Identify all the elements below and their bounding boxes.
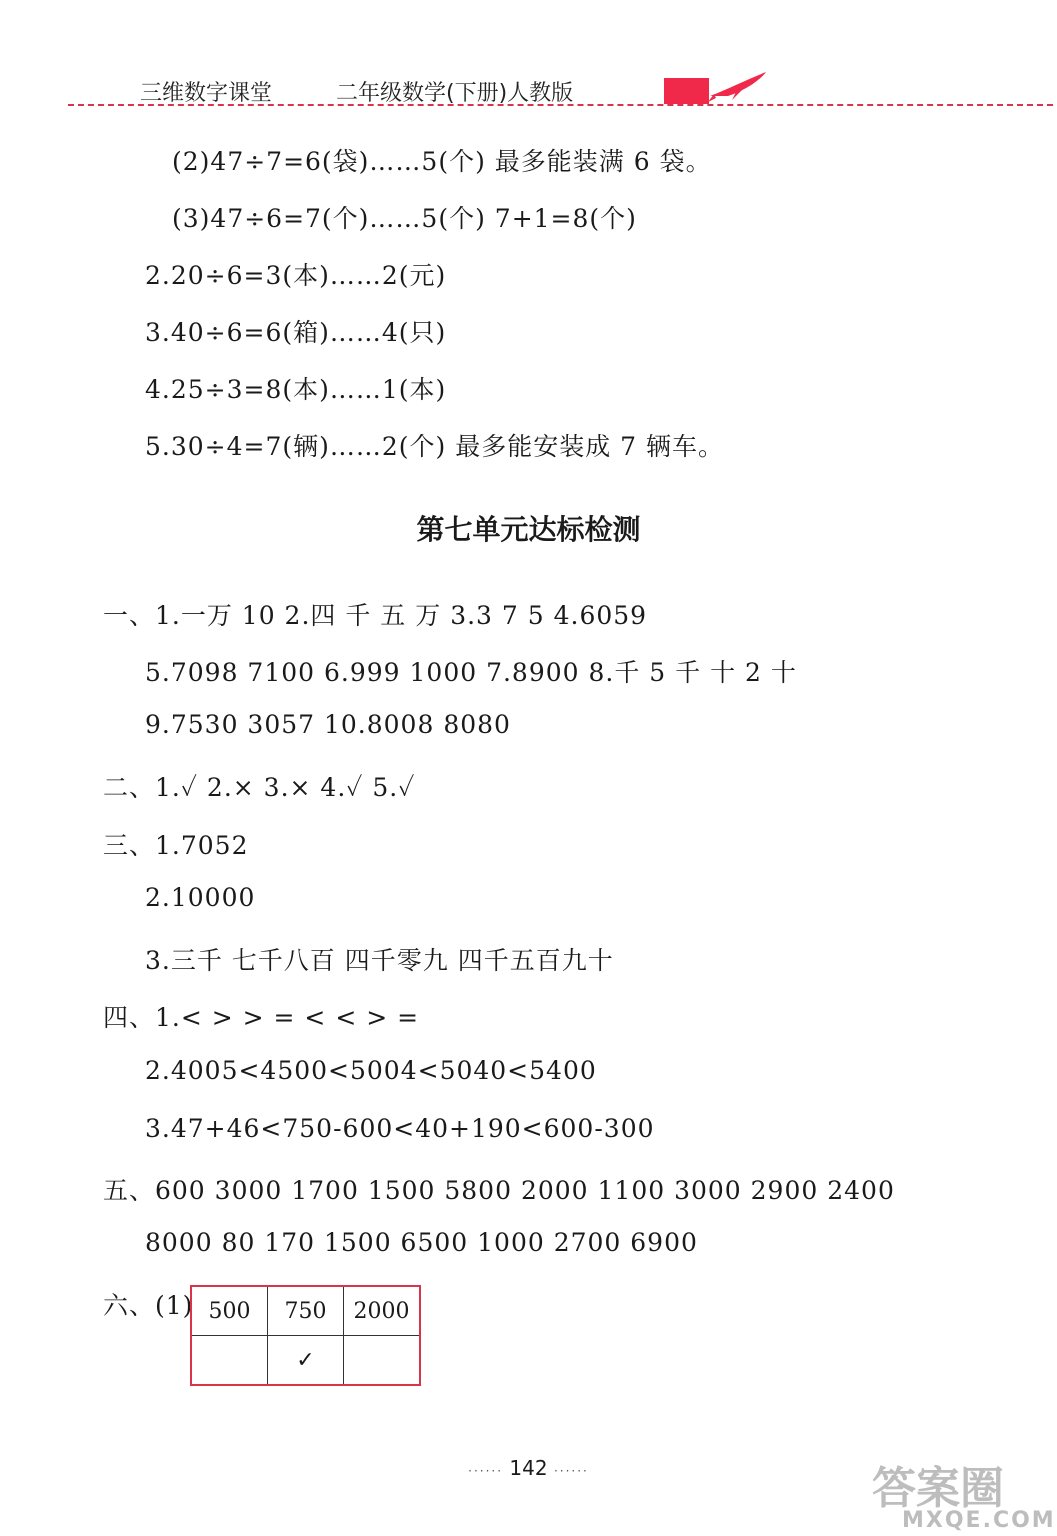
table-cell: 750	[268, 1286, 344, 1336]
dots-decoration: ······	[553, 1464, 589, 1478]
answer-table	[190, 1285, 421, 1386]
book-title: 二年级数学(下册)人教版	[336, 81, 574, 106]
page-number-value: 142	[509, 1456, 548, 1480]
answer-line: 三、1.7052	[103, 831, 249, 860]
header-divider	[68, 104, 1053, 106]
answer-line: 5.30÷4=7(辆)……2(个) 最多能安装成 7 辆车。	[145, 432, 725, 461]
section-title: 第七单元达标检测	[416, 513, 641, 546]
answer-line: 2.4005<4500<5004<5040<5400	[145, 1056, 597, 1085]
answer-line: 3.三千 七千八百 四千零九 四千五百九十	[145, 946, 614, 975]
check-mark-cell: ✓	[268, 1336, 344, 1386]
table-row	[191, 1286, 420, 1336]
answer-line: (2)47÷7=6(袋)……5(个) 最多能装满 6 袋。	[172, 147, 712, 176]
answer-line: 五、600 3000 1700 1500 5800 2000 1100 3000 2900 2400	[103, 1176, 895, 1205]
table-cell: 2000	[344, 1286, 421, 1336]
table-cell	[191, 1336, 268, 1386]
rocket-icon	[706, 68, 772, 102]
answer-line: 二、1.✓ 2.× 3.× 4.✓ 5.✓	[103, 773, 416, 802]
answer-line: 一、1.一万 10 2.四 千 五 万 3.3 7 5 4.6059	[103, 601, 648, 630]
answer-line: 3.47+46<750-600<40+190<600-300	[145, 1114, 655, 1143]
answer-line: 9.7530 3057 10.8008 8080	[145, 710, 511, 739]
answer-line: 4.25÷3=8(本)……1(本)	[145, 375, 447, 404]
answer-line: 2.10000	[145, 883, 256, 912]
header-accent-block	[664, 78, 709, 104]
answer-line: 四、1.< > > = < < > =	[103, 1003, 420, 1032]
table-row	[191, 1336, 420, 1386]
dots-decoration: ······	[468, 1464, 504, 1478]
watermark-url: MXQE.COM	[902, 1508, 1056, 1533]
answer-line: 3.40÷6=6(箱)……4(只)	[145, 318, 447, 347]
series-title: 三维数字课堂	[140, 81, 273, 106]
table-label: 六、(1)	[103, 1291, 194, 1320]
table-cell	[344, 1336, 421, 1386]
answer-line: 2.20÷6=3(本)……2(元)	[145, 261, 447, 290]
answer-line: 8000 80 170 1500 6500 1000 2700 6900	[145, 1228, 698, 1257]
watermark-logo: 答案圈	[872, 1463, 1004, 1514]
table-cell: 500	[191, 1286, 268, 1336]
answer-line: (3)47÷6=7(个)……5(个) 7+1=8(个)	[172, 204, 637, 233]
answer-line: 5.7098 7100 6.999 1000 7.8900 8.千 5 千 十 2 十	[145, 658, 797, 687]
